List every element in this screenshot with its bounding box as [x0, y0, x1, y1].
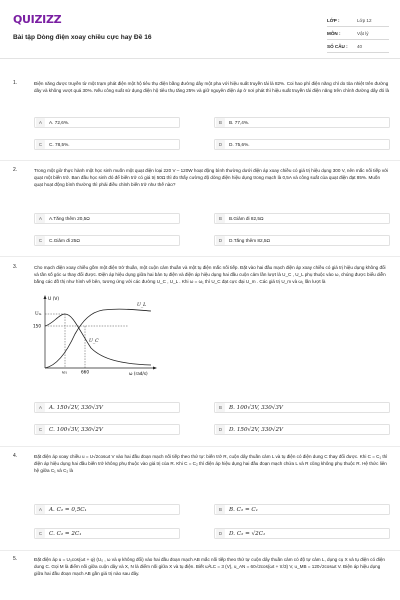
option-text: B.Giảm đi 82,5Ω: [229, 216, 264, 221]
option-letter: D: [216, 236, 225, 245]
question-number: 5.: [13, 556, 18, 562]
uc-label: U_C: [89, 339, 99, 344]
question-divider: [0, 446, 400, 447]
option-a[interactable]: [34, 213, 180, 224]
option-letter: B: [216, 118, 225, 127]
option-a[interactable]: [34, 117, 180, 128]
option-letter: A: [36, 214, 45, 223]
question-divider: [0, 160, 400, 161]
option-text: B. 100√3V, 330√3V: [229, 404, 283, 411]
option-text: A. 72,6%.: [49, 120, 70, 125]
v150-label: 150: [33, 323, 41, 329]
meta-value: 40: [357, 43, 363, 49]
meta-row-count: [327, 40, 389, 53]
question-text: Đặt điện áp xoay chiều u = U√2cosωt V vào hai đầu đoạn mạch nối tiếp theo thứ tự: biến trở R, cuộn dây thuần cảm L và tụ điện có điện dung C thay đổi được. Khi C = C₁ thì điện áp hiệu dụng hai đầu biến trở không phụ thuộc vào giá trị của R. Khi C = C₂ thì điện áp hiệu dụng hai đầu đoạn mạch chứa L và R cũng không phụ thuộc R. Hệ thức liên hệ giữa C₁ và C₂ là: [34, 454, 388, 474]
meta-row-class: [327, 14, 389, 27]
meta-value: Vật lý: [357, 30, 369, 36]
question-2: [13, 167, 390, 207]
w1-label: ω₁: [62, 369, 68, 375]
x-axis-arrow: [153, 367, 157, 370]
question-text: Đặt điện áp u = U₀cos(ωt + φ) (U₀ , ω và φ không đổi) vào hai đầu đoạn mạch AB mắc nối tiếp theo thứ tự cuộn dây thuần cảm có độ tự cảm L, dụng cụ X và tụ điện có điện dung C. Gọi M là điểm nối giữa cuộn dây và X, N là điểm nối giữa X và tụ điện. Biết ω²LC = 3 (V), u_AN = 60√2cos(ωt + π/3) V, u_MB = 120√2cosωt V. Điện áp hiệu dụng giữa hai đầu đoạn mạch AB gần giá trị nào sau đây.: [34, 557, 385, 577]
question-4: [13, 453, 390, 498]
option-d[interactable]: [214, 235, 390, 246]
option-letter: A: [36, 118, 45, 127]
option-c[interactable]: [34, 528, 180, 539]
option-b[interactable]: [214, 402, 390, 413]
option-text: C. 100√3V, 330√2V: [49, 426, 103, 433]
x-axis-label: ω (rad/s): [129, 371, 148, 376]
option-b[interactable]: [214, 213, 390, 224]
question-text: Điện năng được truyền từ một trạm phát điện một hộ tiêu thụ điện bằng đường dây một pha với hiệu suất truyền tải là 82%. Coi hao phí điện năng chỉ do tỏa nhiệt trên đường dây và không vượt quá 30%. Nếu công suất sử dụng điện hộ tiêu thụ tăng 25% và giữ nguyên điện áp ở nơi phát thì hiệu suất truyền tải điện năng trên chính đường dây đó là: [34, 81, 390, 94]
y-axis-arrow: [44, 295, 47, 299]
option-text: D. 75,6%.: [229, 142, 250, 147]
meta-key: MÔN :: [327, 30, 341, 36]
option-letter: C: [36, 425, 45, 434]
question-3: [13, 264, 390, 294]
option-letter: A: [36, 505, 45, 514]
option-a[interactable]: [34, 402, 180, 413]
page-title: Bài tập Dòng điện xoay chiều cực hay Đề 16: [13, 34, 152, 41]
option-letter: C: [36, 529, 45, 538]
meta-value: Lớp 12: [357, 17, 372, 23]
option-letter: B: [216, 403, 225, 412]
option-text: D. 150√2V, 330√2V: [229, 426, 284, 433]
question-number: 1.: [13, 80, 18, 86]
option-d[interactable]: [214, 528, 390, 539]
option-text: C. C₂ = 2C₁: [49, 530, 82, 537]
question-text: Trong một giờ thực hành một học sinh muốn một quạt điện loại 220 V – 120W hoạt động bình thường dưới điện áp xoay chiều có giá trị hiệu dụng 300 V, nên mắc nối tiếp với quạt một biến trở. Ban đầu học sinh đó để biến trở có giá trị 50Ω thì đo thấy cường độ dòng điện hiệu dụng trong mạch là 0,5A và công suất của quạt điện đạt 85%. Muốn quạt hoạt động bình thường thì phải điều chỉnh biến trở như thế nào?: [34, 168, 389, 188]
option-c[interactable]: [34, 235, 180, 246]
option-text: B. 77,4%.: [229, 120, 250, 125]
header-divider: [0, 58, 400, 59]
option-a[interactable]: [34, 504, 180, 515]
meta-key: LỚP :: [327, 17, 340, 23]
meta-row-subject: [327, 27, 389, 40]
question-number: 2.: [13, 167, 18, 173]
option-letter: B: [216, 214, 225, 223]
option-text: A. 150√2V, 330√3V: [49, 404, 103, 411]
option-letter: D: [216, 529, 225, 538]
w660-label: 660: [81, 369, 89, 375]
meta-key: SỐ CÂU :: [327, 43, 348, 49]
option-c[interactable]: [34, 424, 180, 435]
option-letter: C: [36, 140, 45, 149]
option-letter: C: [36, 236, 45, 245]
option-text: A.Tăng thêm 20,5Ω: [49, 216, 90, 221]
graph-uc-ul: [33, 294, 158, 376]
option-b[interactable]: [214, 504, 390, 515]
option-d[interactable]: [214, 139, 390, 150]
option-d[interactable]: [214, 424, 390, 435]
option-text: B. C₂ = C₁: [229, 506, 258, 513]
question-5: [13, 556, 390, 598]
option-text: A. C₂ = 0,5C₁: [49, 506, 87, 513]
option-b[interactable]: [214, 117, 390, 128]
option-text: C.Giảm đi 25Ω: [49, 238, 80, 243]
question-number: 4.: [13, 453, 18, 459]
y-axis-label: U (V): [48, 297, 60, 302]
option-c[interactable]: [34, 139, 180, 150]
option-letter: D: [216, 425, 225, 434]
question-text: Cho mạch điện xoay chiều gồm một điện trở thuần, một cuộn cảm thuần và một tụ điện mắc nối tiếp. Đặt vào hai đầu mạch điện áp xoay chiều có giá trị hiệu dụng không đổi và tần số góc ω thay đổi được. Điện áp hiệu dụng giữa hai bản tụ điện và điện áp hiệu dụng hai đầu cuộn cảm lần lượt là U_C , U_L phụ thuộc vào ω, chúng được biểu diễn bằng các đồ thị như hình vẽ bên, tương ứng với các đường U_C , U_L . Khi ω = ω₁ thì U_C đạt cực đại U_m . Các giá trị U_m và ω₁ lần lượt là: [34, 265, 386, 285]
question-divider: [0, 256, 400, 257]
question-divider: [0, 550, 400, 551]
option-letter: D: [216, 140, 225, 149]
ul-label: U_L: [137, 303, 147, 308]
option-text: C. 78,5%.: [49, 142, 70, 147]
question-number: 3.: [13, 264, 18, 270]
question-1: [13, 80, 390, 142]
option-text: D.Tăng thêm 82,5Ω: [229, 238, 271, 243]
option-letter: A: [36, 403, 45, 412]
meta-table: [327, 14, 389, 53]
option-text: D. C₂ = √2C₁: [229, 530, 266, 537]
option-letter: B: [216, 505, 225, 514]
um-label: Uₘ: [35, 312, 42, 317]
quizizz-logo: QUIZIZZ: [13, 13, 62, 26]
